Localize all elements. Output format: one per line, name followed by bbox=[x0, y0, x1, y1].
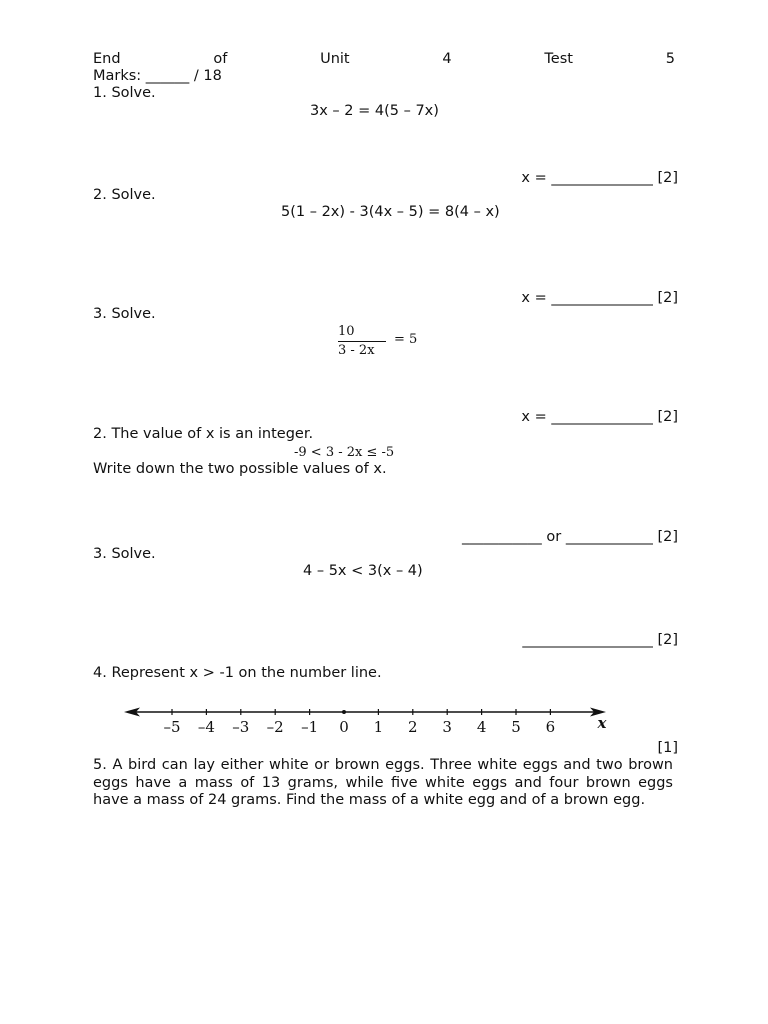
q5-inequality: 4 – 5x < 3(x – 4) bbox=[303, 563, 423, 579]
tick-label: 0 bbox=[339, 718, 349, 736]
tick-label: –4 bbox=[197, 718, 215, 736]
q5-answer-line: __________________ [2] bbox=[522, 632, 678, 648]
q2-answer-line: x = ______________ [2] bbox=[521, 290, 678, 306]
q4-answer-line: ___________ or ____________ [2] bbox=[462, 529, 678, 545]
tick-label: 6 bbox=[545, 718, 556, 736]
q5-label: 3. Solve. bbox=[93, 546, 156, 562]
tick-label: –1 bbox=[301, 718, 319, 736]
q6-marks: [1] bbox=[657, 740, 678, 756]
q7-word-problem: 5. A bird can lay either white or brown eggs. Three white eggs and two brown eggs have a mass of 13 grams, while five white eggs and four brown eggs have a mass of 24 grams. Find the mass of a white egg and of a brown egg. bbox=[93, 757, 673, 808]
tick-label: 4 bbox=[476, 718, 487, 736]
tick-label: –2 bbox=[266, 718, 284, 736]
title-word: End bbox=[93, 51, 121, 67]
tick-label: –5 bbox=[163, 718, 181, 736]
fraction-denominator: 3 - 2x bbox=[338, 343, 375, 358]
q1-answer-line: x = ______________ [2] bbox=[521, 170, 678, 186]
fraction-rhs: = 5 bbox=[394, 332, 418, 347]
q4-inequality: -9 < 3 - 2x ≤ -5 bbox=[294, 445, 395, 460]
q4-label: 2. The value of x is an integer. bbox=[93, 426, 314, 442]
origin-dot bbox=[342, 710, 346, 714]
axis-variable-label: x bbox=[597, 714, 607, 732]
tick-label: 3 bbox=[442, 718, 452, 736]
test-title bbox=[93, 51, 675, 68]
title-word: Test bbox=[544, 51, 573, 67]
fraction-bar bbox=[338, 341, 386, 342]
title-word: 4 bbox=[442, 51, 452, 67]
title-word: of bbox=[213, 51, 228, 67]
q3-label: 3. Solve. bbox=[93, 306, 156, 322]
q4-instruction: Write down the two possible values of x. bbox=[93, 461, 387, 477]
marks-total: Marks: ______ / 18 bbox=[93, 68, 222, 84]
q3-answer-line: x = ______________ [2] bbox=[521, 409, 678, 425]
title-word: 5 bbox=[665, 51, 675, 67]
tick-label: 1 bbox=[373, 718, 384, 736]
q1-equation: 3x – 2 = 4(5 – 7x) bbox=[310, 103, 439, 119]
title-word: Unit bbox=[320, 51, 350, 67]
fraction-numerator: 10 bbox=[338, 324, 355, 339]
number-line bbox=[120, 698, 640, 738]
q1-label: 1. Solve. bbox=[93, 85, 156, 101]
tick-label: –3 bbox=[232, 718, 250, 736]
q2-equation: 5(1 – 2x) - 3(4x – 5) = 8(4 – x) bbox=[281, 204, 500, 220]
q6-label: 4. Represent x > -1 on the number line. bbox=[93, 665, 382, 681]
q2-label: 2. Solve. bbox=[93, 187, 156, 203]
tick-label: 5 bbox=[511, 718, 521, 736]
tick-label: 2 bbox=[408, 718, 418, 736]
